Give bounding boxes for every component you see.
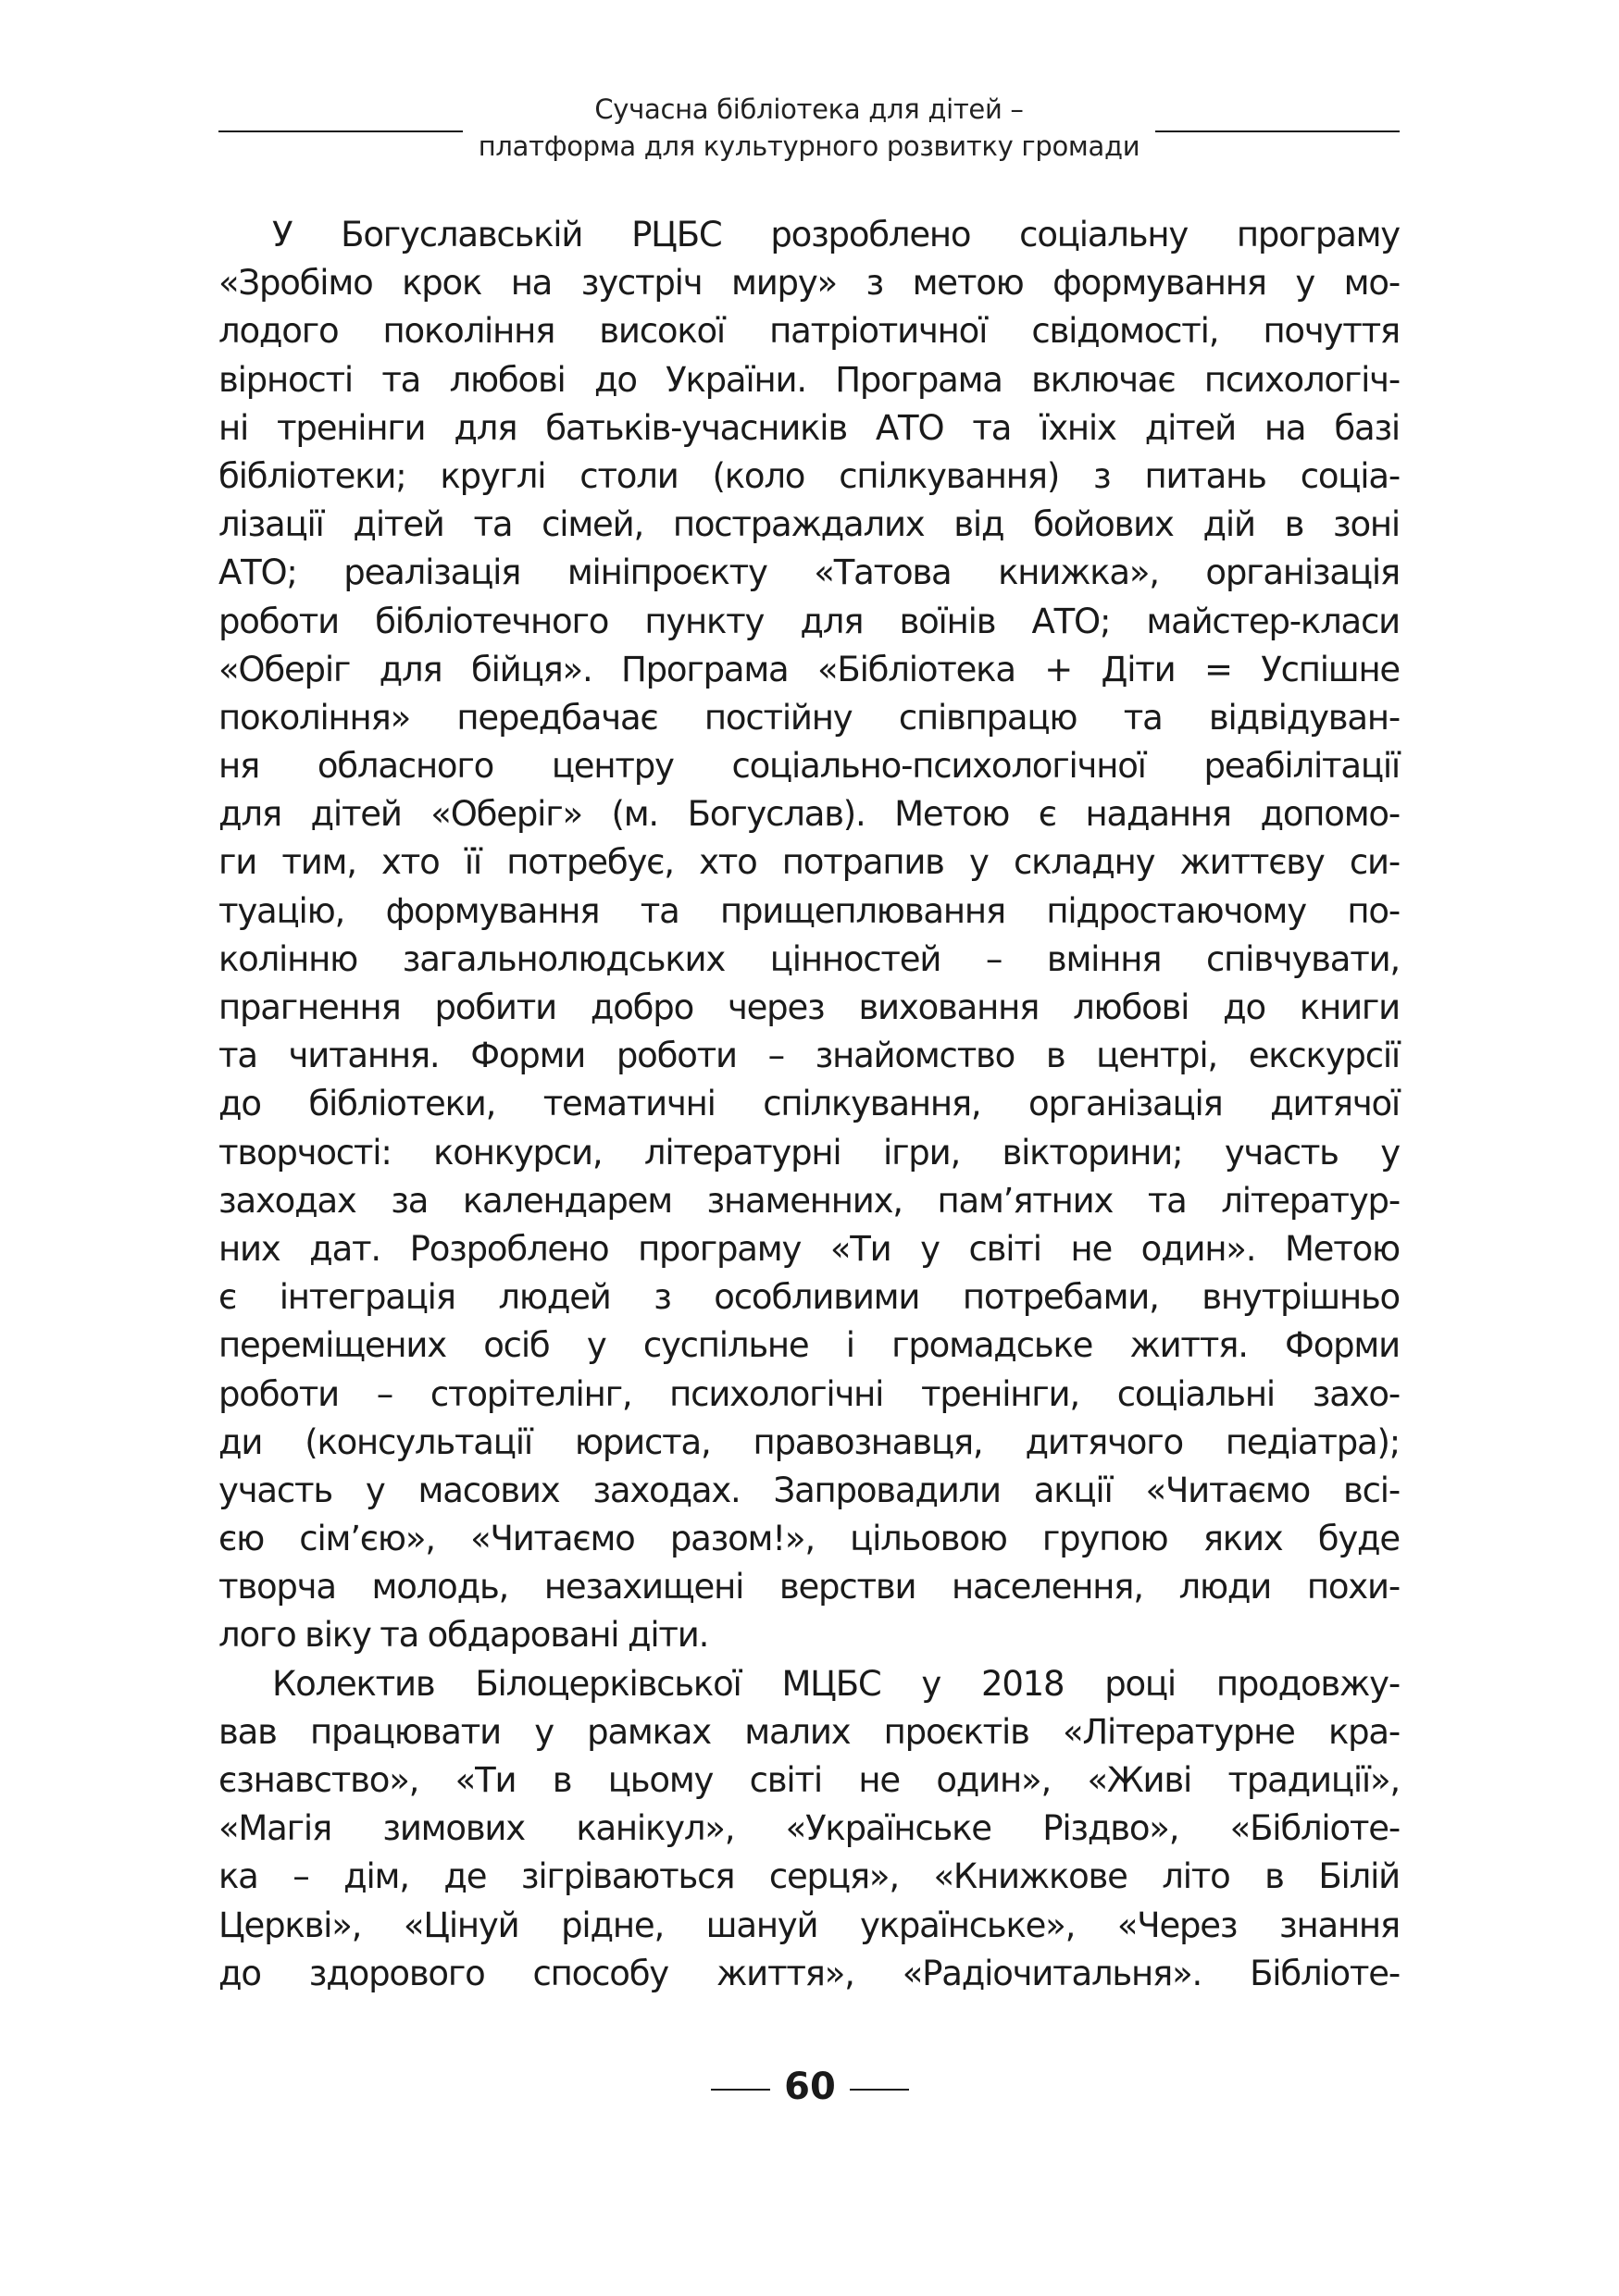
text-line: участь у масових заходах. Запровадили акції «Читаємо всі- [218,1470,1400,1510]
text-line: заходах за календарем знаменних, пам’ятних та літератур- [218,1180,1400,1221]
text-line: ди (консультації юриста, правознавця, дитячого педіатра); [218,1421,1400,1462]
text-line: колінню загальнолюдських цінностей – вміння співчувати, [218,938,1400,979]
text-line: покоління» передбачає постійну співпрацю та відвідуван- [218,697,1400,738]
text-line: ка – дім, де зігріваються серця», «Книжкове літо в Білій [218,1856,1400,1897]
header-rule-left [218,130,463,132]
body-text [218,211,1400,1998]
text-line: лого віку та обдаровані діти. [218,1615,709,1656]
header-title [468,91,1150,165]
text-line: єзнавство», «Ти в цьому світі не один», «Живі традиції», [218,1760,1400,1800]
text-line: творча молодь, незахищені верстви населення, люди похи- [218,1567,1400,1607]
text-line: У Богуславській РЦБС розроблено соціальну програму [272,215,1400,254]
paragraph-boguslav [218,211,1400,1660]
header-rule-right [1155,130,1400,132]
text-line: АТО; реалізація мініпроєкту «Татова книжка», організація [218,552,1400,593]
page-footer [0,2059,1619,2115]
text-line: для дітей «Оберіг» (м. Богуслав). Метою є надання допомо- [218,794,1400,835]
text-line: переміщених осіб у суспільне і громадське життя. Форми [218,1325,1400,1366]
text-line: та читання. Форми роботи – знайомство в центрі, екскурсії [218,1036,1400,1076]
text-line: туацію, формування та прищеплювання підростаючому по- [218,890,1400,931]
text-line: бібліотеки; круглі столи (коло спілкування) з питань соціа- [218,455,1400,496]
text-line: до здорового способу життя», «Радіочитальня». Бібліоте- [218,1953,1400,1993]
text-line: є інтеграція людей з особливими потребами, внутрішньо [218,1277,1400,1318]
text-line: «Магія зимових канікул», «Українське Різдво», «Бібліоте- [218,1808,1400,1849]
text-line: творчості: конкурси, літературні ігри, вікторини; участь у [218,1132,1400,1173]
text-line: лодого покоління високої патріотичної свідомості, почуття [218,311,1400,352]
footer-rule-right [850,2089,909,2091]
header-title-line-2: платформа для культурного розвитку громади [478,130,1140,162]
text-line: роботи – сторітелінг, психологічні тренінги, соціальні захо- [218,1373,1400,1414]
header-title-line-1: Сучасна бібліотека для дітей – [594,93,1024,125]
page-number: 60 [784,2066,836,2108]
text-line: роботи бібліотечного пункту для воїнів АТО; майстер-класи [218,601,1400,641]
text-line: Церкві», «Цінуй рідне, шануй українське», «Через знання [218,1905,1400,1945]
text-line: прагнення робити добро через виховання любові до книги [218,987,1400,1027]
text-line: вірності та любові до України. Програма включає психологіч- [218,359,1400,400]
text-line: єю сім’єю», «Читаємо разом!», цільовою групою яких буде [218,1519,1400,1559]
paragraph-bila-tserkva [218,1660,1400,1998]
text-line: лізації дітей та сімей, постраждалих від бойових дій в зоні [218,504,1400,545]
text-line: них дат. Розроблено програму «Ти у світі не один». Метою [218,1228,1400,1269]
text-line: вав працювати у рамках малих проєктів «Літературне кра- [218,1711,1400,1752]
text-line: «Оберіг для бійця». Програма «Бібліотека + Діти = Успішне [218,649,1400,689]
text-line: Колектив Білоцерківської МЦБС у 2018 році продовжу- [272,1663,1400,1704]
footer-rule-left [711,2089,770,2091]
text-line: ги тим, хто її потребує, хто потрапив у складну життєву си- [218,842,1400,883]
text-line: ня обласного центру соціально-психологічної реабілітації [218,746,1400,787]
text-line: до бібліотеки, тематичні спілкування, організація дитячої [218,1084,1400,1124]
running-header [218,89,1400,172]
text-line: ні тренінги для батьків-учасників АТО та їхніх дітей на базі [218,407,1400,448]
text-line: «Зробімо крок на зустріч миру» з метою формування у мо- [218,263,1400,304]
